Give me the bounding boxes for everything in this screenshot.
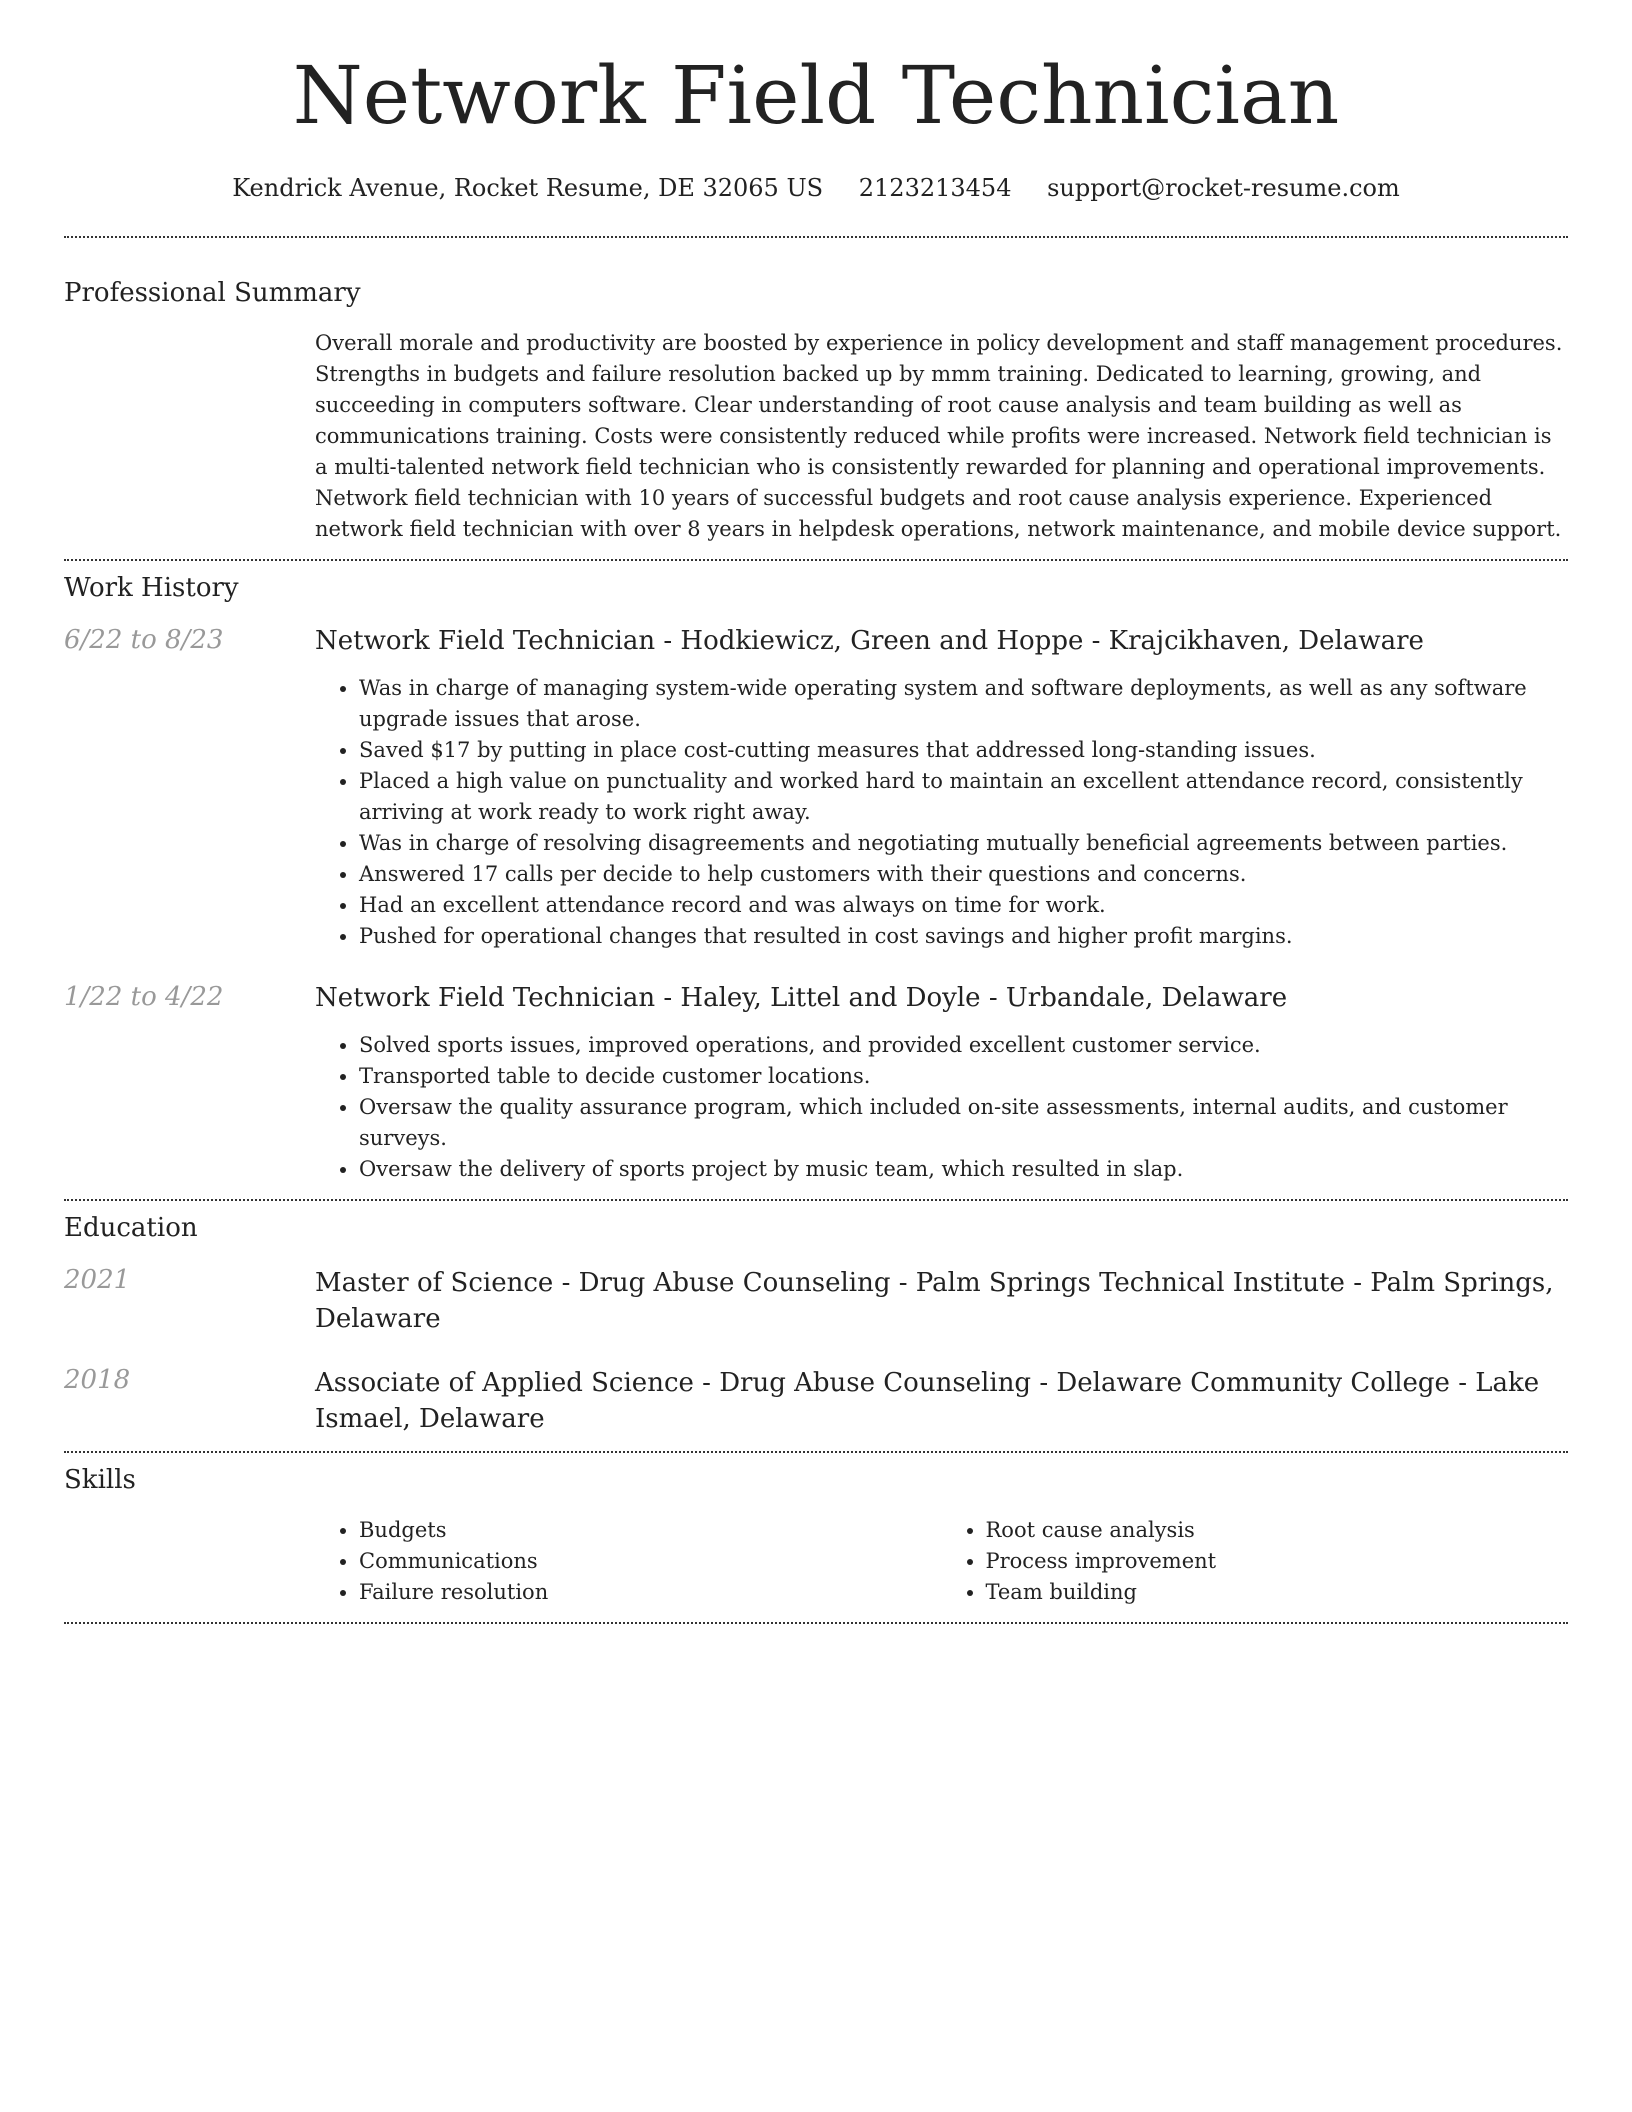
skills-title: Skills — [64, 1464, 136, 1495]
bullet-item: • Answered 17 calls per decide to help customers with their questions and concerns. — [359, 859, 1568, 890]
bullet-item: • Oversaw the delivery of sports project by music team, which resulted in slap. — [359, 1154, 1568, 1185]
bullet-item: • Placed a high value on punctuality and worked hard to maintain an excellent attendance record, consistently arriving at work ready to work right away. — [359, 766, 1568, 828]
job-company: - Hodkiewicz, Green and Hoppe - Krajcikhaven, Delaware — [655, 626, 1424, 656]
contact-email: support@rocket-resume.com — [1047, 174, 1400, 202]
skill-item: • Communications — [359, 1546, 942, 1577]
job-bullets — [315, 673, 1568, 952]
job-role: Network Field Technician — [315, 982, 656, 1013]
bullet-item: • Pushed for operational changes that resulted in cost savings and higher profit margins. — [359, 921, 1568, 952]
bullet-item: • Transported table to decide customer locations. — [359, 1061, 1568, 1092]
skills-list-right — [942, 1515, 1569, 1608]
education-year: 2018 — [64, 1364, 131, 1395]
job-company: - Haley, Littel and Doyle - Urbandale, Delaware — [655, 982, 1288, 1013]
contact-address: Kendrick Avenue, Rocket Resume, DE 32065 US — [232, 174, 824, 202]
job-entry — [64, 982, 1568, 1185]
summary-title: Professional Summary — [64, 278, 361, 308]
education-text: Master of Science - Drug Abuse Counseling - Palm Springs Technical Institute - Palm Springs, Delaware — [315, 1267, 1554, 1334]
education-year: 2021 — [64, 1264, 131, 1295]
education-entry — [64, 1265, 1568, 1337]
skill-item: • Budgets — [359, 1515, 942, 1546]
bullet-item: • Oversaw the quality assurance program, which included on-site assessments, internal audits, and customer surveys. — [359, 1092, 1568, 1154]
job-role: Network Field Technician — [315, 626, 656, 656]
education-section — [64, 1201, 1568, 1437]
skill-item: • Team building — [986, 1577, 1569, 1608]
bullet-item: • Solved sports issues, improved operations, and provided excellent customer service. — [359, 1030, 1568, 1061]
bullet-item: • Was in charge of resolving disagreements and negotiating mutually beneficial agreements between parties. — [359, 828, 1568, 859]
bullet-item: • Was in charge of managing system-wide operating system and software deployments, as well as any software upgrade issues that arose. — [359, 673, 1568, 735]
summary-section — [64, 238, 1568, 545]
work-title: Work History — [64, 573, 239, 603]
job-heading — [315, 982, 1568, 1016]
resume-name: Network Field Technician — [292, 49, 1340, 142]
skills-list-left — [315, 1515, 942, 1608]
summary-text: Overall morale and productivity are boosted by experience in policy development and staff management procedures. Strengths in budgets and failure resolution backed up by mmm training. Dedicated to learning, growing, and succeeding in computers software. Clear understanding of root cause analysis and team building as well as communications training. Costs were consistently reduced while profits were increased. Network field technician is a multi-talented network field technician who is consistently rewarded for planning and operational improvements. Network field technician with 10 years of successful budgets and root cause analysis experience. Experienced network field technician with over 8 years in helpdesk operations, network maintenance, and mobile device support. — [315, 331, 1563, 541]
education-entry — [64, 1365, 1568, 1437]
job-bullets — [315, 1030, 1568, 1185]
skill-item: • Process improvement — [986, 1546, 1569, 1577]
bullet-item: • Had an excellent attendance record and was always on time for work. — [359, 890, 1568, 921]
bullet-item: • Saved $17 by putting in place cost-cutting measures that addressed long-standing issues. — [359, 735, 1568, 766]
education-title: Education — [64, 1212, 198, 1243]
contact-line — [0, 174, 1632, 202]
divider — [64, 1622, 1568, 1624]
work-section — [64, 561, 1568, 1185]
job-entry — [64, 625, 1568, 952]
skill-item: • Root cause analysis — [986, 1515, 1569, 1546]
education-text: Associate of Applied Science - Drug Abuse Counseling - Delaware Community College - Lake Ismael, Delaware — [315, 1367, 1540, 1434]
contact-phone: 2123213454 — [858, 174, 1012, 202]
job-dates: 6/22 to 8/23 — [64, 625, 224, 655]
job-dates: 1/22 to 4/22 — [64, 981, 224, 1012]
skill-item: • Failure resolution — [359, 1577, 942, 1608]
job-heading — [315, 625, 1568, 659]
skills-section — [64, 1453, 1568, 1608]
